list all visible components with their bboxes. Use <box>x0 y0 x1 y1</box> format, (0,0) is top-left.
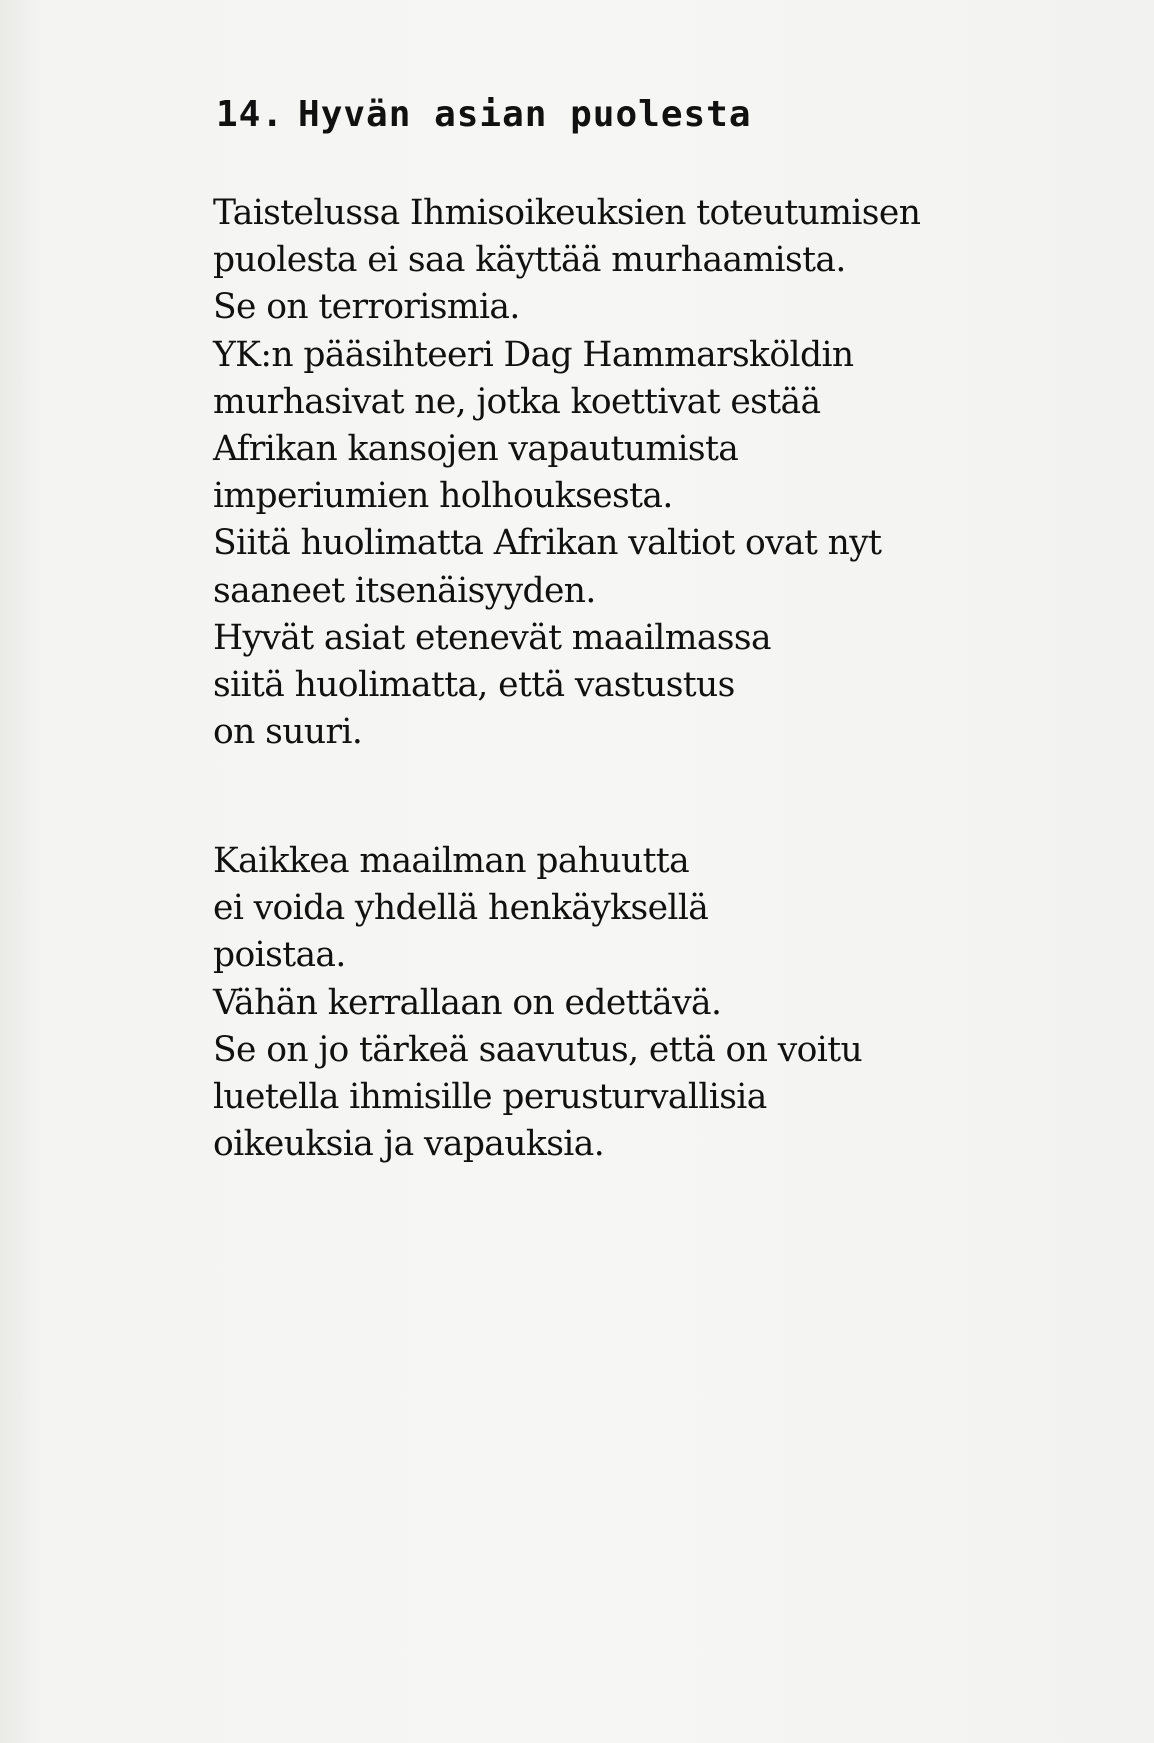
chapter-heading <box>216 93 752 137</box>
text-line: murhasivat ne, jotka koettivat estää <box>213 381 821 422</box>
text-line: puolesta ei saa käyttää murhaamista. <box>213 240 846 281</box>
text-line: ei voida yhdellä henkäyksellä <box>213 888 709 929</box>
text-line: Se on terrorismia. <box>213 287 520 328</box>
text-line: Kaikkea maailman pahuutta <box>213 841 690 881</box>
text-line: on suuri. <box>213 712 363 753</box>
text-line: Vähän kerrallaan on edettävä. <box>213 982 722 1023</box>
stanza-1 <box>213 190 920 756</box>
stanza-2 <box>213 838 862 1168</box>
text-line: Taistelussa Ihmisoikeuksien toteutumisen <box>213 193 921 233</box>
chapter-number: 14. <box>216 94 285 135</box>
text-line: oikeuksia ja vapauksia. <box>213 1124 605 1165</box>
chapter-title: Hyvän asian puolesta <box>298 94 752 135</box>
text-line: Afrikan kansojen vapautumista <box>213 428 739 469</box>
text-line: siitä huolimatta, että vastustus <box>213 664 735 705</box>
text-line: Siitä huolimatta Afrikan valtiot ovat nyt <box>213 523 882 564</box>
text-line: poistaa. <box>213 935 346 976</box>
text-line: saaneet itsenäisyyden. <box>213 570 596 611</box>
text-line: YK:n pääsihteeri Dag Hammarsköldin <box>213 334 854 375</box>
text-line: Se on jo tärkeä saavutus, että on voitu <box>213 1029 863 1070</box>
text-line: Hyvät asiat etenevät maailmassa <box>213 617 771 658</box>
text-line: luetella ihmisille perusturvallisia <box>213 1076 767 1117</box>
text-line: imperiumien holhouksesta. <box>213 476 673 517</box>
